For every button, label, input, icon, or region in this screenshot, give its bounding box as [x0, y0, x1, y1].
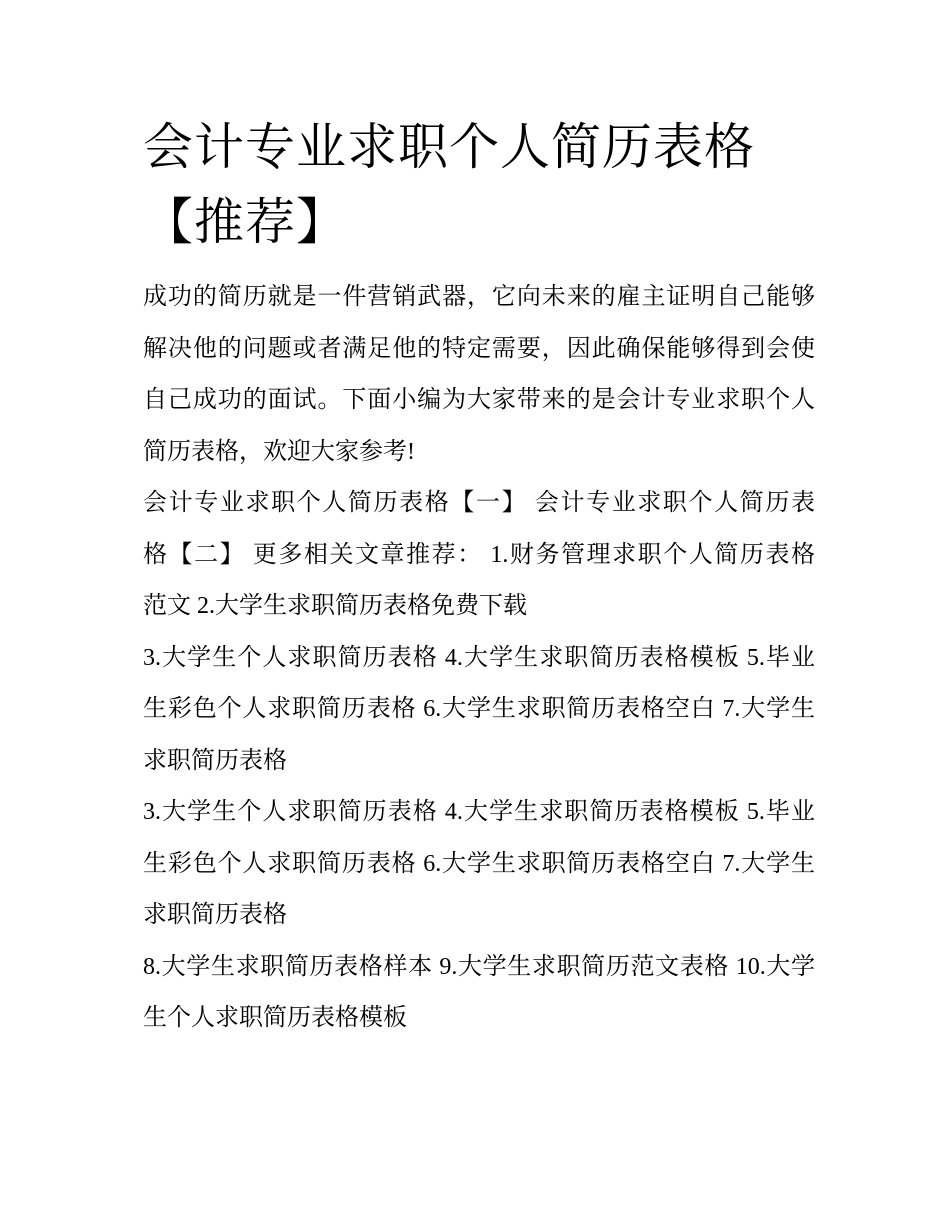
text-line: 求职简历表格: [143, 747, 287, 774]
text-line: 简历表格，欢迎大家参考!: [143, 438, 415, 465]
paragraph: [143, 633, 815, 788]
document-title-line-2: 【推荐】: [143, 194, 347, 250]
text-line: 会计专业求职个人简历表格【一】 会计专业求职个人简历表: [143, 490, 815, 516]
document-title-line-1: 会计专业求职个人简历表格: [143, 119, 755, 175]
paragraph: [143, 478, 815, 633]
text-line: 3.大学生个人求职简历表格 4.大学生求职简历表格模板 5.毕业: [143, 644, 815, 671]
text-line: 格【二】 更多相关文章推荐： 1.财务管理求职个人简历表格: [143, 541, 815, 568]
document-body: [143, 272, 815, 1045]
text-line: 生彩色个人求职简历表格 6.大学生求职简历表格空白 7.大学生: [143, 850, 815, 877]
document-title: [143, 110, 815, 260]
paragraph: [143, 272, 815, 478]
paragraph: [143, 942, 815, 1045]
text-line: 求职简历表格: [143, 902, 287, 928]
text-line: 生个人求职简历表格模板: [143, 1005, 407, 1031]
text-line: 8.大学生求职简历表格样本 9.大学生求职简历范文表格 10.大学: [143, 953, 815, 980]
text-line: 3.大学生个人求职简历表格 4.大学生求职简历表格模板 5.毕业: [143, 799, 815, 825]
text-line: 解决他的问题或者满足他的特定需要，因此确保能够得到会使: [143, 335, 815, 362]
text-line: 范文 2.大学生求职简历表格免费下载: [143, 593, 527, 619]
text-line: 成功的简历就是一件营销武器，它向未来的雇主证明自己能够: [143, 284, 815, 310]
text-line: 自己成功的面试。下面小编为大家带来的是会计专业求职个人: [143, 387, 815, 413]
text-line: 生彩色个人求职简历表格 6.大学生求职简历表格空白 7.大学生: [143, 696, 815, 722]
paragraph: [143, 787, 815, 942]
